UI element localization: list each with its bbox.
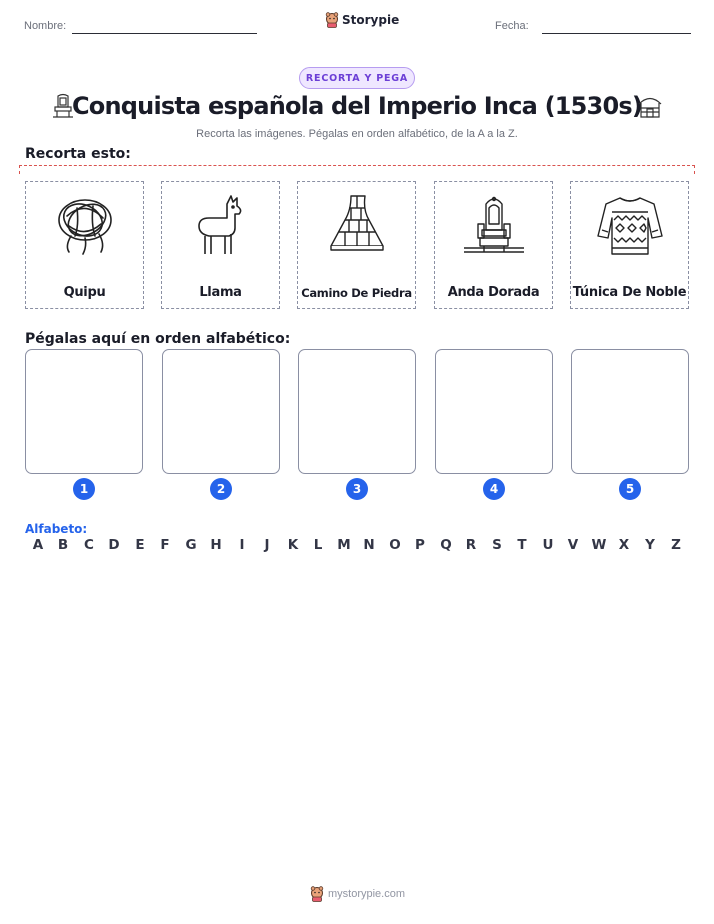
cut-card-camino-de-piedra[interactable] [297, 181, 416, 309]
name-label: Nombre: [24, 20, 67, 32]
storypie-mascot-icon [310, 886, 324, 902]
alphabet-row [25, 537, 689, 555]
date-label: Fecha: [495, 20, 529, 32]
activity-badge: RECORTA Y PEGA [299, 67, 415, 89]
alphabet-letter: P [415, 537, 425, 553]
cut-card-quipu[interactable] [25, 181, 144, 309]
alphabet-letter: Y [645, 537, 655, 553]
storehouse-icon [636, 93, 664, 119]
footer [310, 886, 405, 902]
noble-tunic-icon [594, 190, 666, 262]
alphabet-letter: V [567, 537, 579, 553]
quipu-knot-icon [49, 190, 121, 262]
instructions: Recorta las imágenes. Pégalas en orden alfabético, de la A a la Z. [196, 128, 518, 140]
cut-card-anda-dorada[interactable] [434, 181, 553, 309]
alphabet-letter: E [135, 537, 145, 553]
cut-line [19, 165, 695, 174]
alphabet-letter: L [313, 537, 323, 553]
alphabet-letter: O [389, 537, 401, 553]
alphabet-letter: U [542, 537, 554, 553]
alphabet-letter: X [618, 537, 630, 553]
card-label: Camino De Piedra [301, 286, 412, 300]
alphabet-letter: I [239, 537, 245, 553]
alphabet-letter: R [465, 537, 477, 553]
alphabet-letter: M [337, 537, 351, 553]
alphabet-letter: K [287, 537, 299, 553]
brand-name: Storypie [342, 13, 400, 27]
llama-icon [185, 190, 257, 262]
alphabet-letter: H [210, 537, 222, 553]
brand-logo [325, 12, 399, 28]
alphabet-letter: A [32, 537, 44, 553]
card-label: Anda Dorada [447, 285, 540, 300]
paste-slot-5[interactable] [571, 349, 689, 474]
card-label: Llama [199, 285, 242, 300]
alphabet-letter: N [363, 537, 375, 553]
paste-section-title: Pégalas aquí en orden alfabético: [25, 331, 291, 347]
alphabet-letter: W [591, 537, 607, 553]
cut-card-llama[interactable] [161, 181, 280, 309]
alphabet-letter: S [492, 537, 502, 553]
alphabet-letter: C [84, 537, 94, 553]
slot-number-4: 4 [483, 478, 505, 500]
card-label: Quipu [63, 285, 106, 300]
alphabet-letter: Q [440, 537, 452, 553]
alphabet-letter: J [264, 537, 270, 553]
slot-number-5: 5 [619, 478, 641, 500]
alphabet-letter: F [160, 537, 170, 553]
slot-number-1: 1 [73, 478, 95, 500]
paste-slot-4[interactable] [435, 349, 553, 474]
paste-slot-2[interactable] [162, 349, 280, 474]
alphabet-letter: D [108, 537, 120, 553]
slot-number-3: 3 [346, 478, 368, 500]
page-title: Conquista española del Imperio Inca (1530s) [71, 92, 643, 120]
paste-slot-3[interactable] [298, 349, 416, 474]
alphabet-letter: T [517, 537, 527, 553]
cut-section-title: Recorta esto: [25, 146, 131, 162]
alphabet-title: Alfabeto: [25, 522, 88, 536]
name-line[interactable] [72, 33, 257, 34]
date-line[interactable] [542, 33, 691, 34]
alphabet-letter: B [57, 537, 69, 553]
footer-url[interactable]: mystorypie.com [328, 888, 406, 900]
paste-slot-1[interactable] [25, 349, 143, 474]
alphabet-letter: G [185, 537, 197, 553]
stone-path-icon [321, 190, 393, 262]
alphabet-letter: Z [671, 537, 681, 553]
cut-card-tunica-de-noble[interactable] [570, 181, 689, 309]
card-label: Túnica De Noble [572, 285, 687, 300]
golden-throne-icon [458, 190, 530, 262]
slot-number-2: 2 [210, 478, 232, 500]
storypie-mascot-icon [325, 12, 339, 28]
